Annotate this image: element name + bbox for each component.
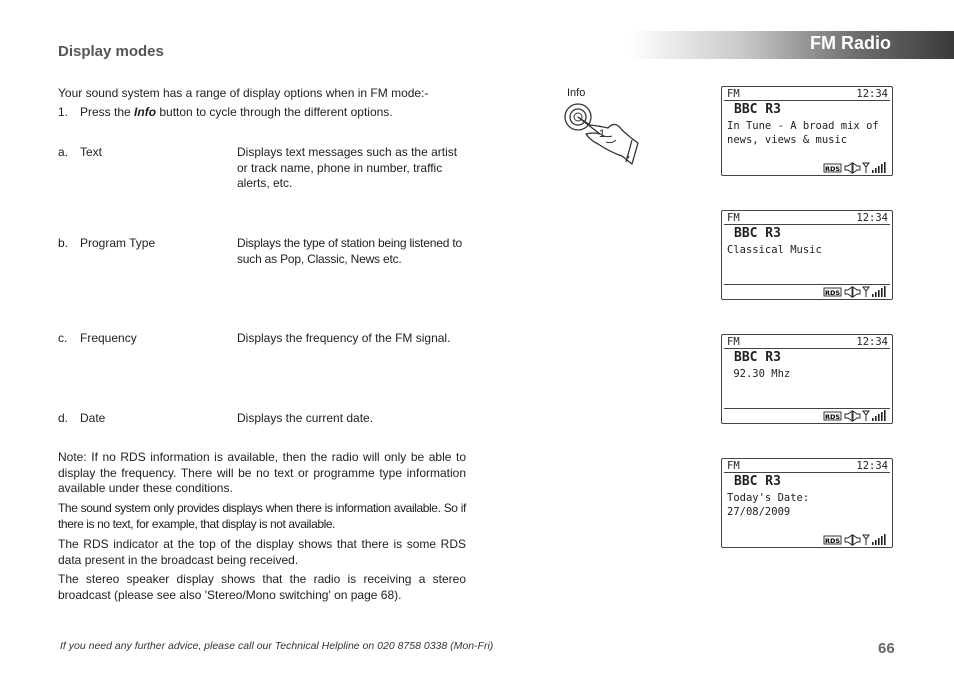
note-paragraph: The stereo speaker display shows that the radio is receiving a stereo broadcast (please see also 'Stereo/Mono switching' on page 68). <box>58 572 466 602</box>
rds-label: RDS <box>824 165 841 173</box>
lcd-line-2: news, views & music <box>727 134 848 146</box>
lcd-mode: FM <box>727 336 740 348</box>
step-text-post: button to cycle through the different options. <box>156 105 393 119</box>
lcd-display-program-type <box>721 210 893 300</box>
status-icons <box>823 285 889 298</box>
note-paragraph: Note: If no RDS information is available, then the radio will only be able to display the frequency. There will be no text or programme type information available under these conditions. <box>58 450 466 495</box>
mode-description: Displays text messages such as the artist or track name, phone in number, traffic alerts, etc. <box>237 145 458 190</box>
stereo-speaker-icon <box>845 411 860 421</box>
info-label: Info <box>567 87 586 99</box>
info-key-name: Info <box>134 105 157 119</box>
mode-name: Frequency <box>80 331 137 345</box>
mode-letter: a. <box>58 145 69 159</box>
section-title: Display modes <box>58 43 164 60</box>
lcd-display-text <box>721 86 893 176</box>
lcd-time: 12:34 <box>856 460 888 472</box>
page-header-title: FM Radio <box>810 33 891 53</box>
lcd-mode: FM <box>727 460 740 472</box>
mode-letter: b. <box>58 236 69 250</box>
lcd-time: 12:34 <box>856 336 888 348</box>
step-number: 1. <box>58 105 69 119</box>
rds-label: RDS <box>824 413 841 421</box>
mode-name: Program Type <box>80 236 156 250</box>
status-icons <box>823 409 889 422</box>
page-number: 66 <box>878 640 895 657</box>
rds-icon <box>824 288 841 297</box>
rds-label: RDS <box>824 289 841 297</box>
step-text-pre: Press the <box>80 105 135 119</box>
stereo-speaker-icon <box>845 163 860 173</box>
lcd-line-1: Classical Music <box>727 244 822 256</box>
note-paragraph: The sound system only provides displays when there is information available. So if there is no text, for example, that display is not available. <box>58 501 466 531</box>
step-text <box>80 105 393 121</box>
status-icons <box>823 533 889 546</box>
status-icons <box>823 161 889 174</box>
lcd-line-1: 92.30 Mhz <box>727 368 791 380</box>
lcd-station: BBC R3 <box>734 226 781 241</box>
rds-label: RDS <box>824 537 841 545</box>
rds-icon <box>824 536 841 545</box>
signal-strength-icon <box>863 534 886 545</box>
rds-icon <box>824 412 841 421</box>
mode-description: Displays the type of station being listened to such as Pop, Classic, News etc. <box>237 236 462 266</box>
footer-helpline: If you need any further advice, please call our Technical Helpline on 020 8758 0338 (Mon-Fri) <box>60 640 494 652</box>
stereo-speaker-icon <box>845 287 860 297</box>
lcd-time: 12:34 <box>856 212 888 224</box>
lcd-line-2: 27/08/2009 <box>727 506 791 518</box>
header-bar <box>630 31 954 59</box>
signal-strength-icon <box>863 410 886 421</box>
lcd-time: 12:34 <box>856 88 888 100</box>
rds-icon <box>824 164 841 173</box>
lcd-line-1: In Tune - A broad mix of <box>727 120 879 132</box>
mode-description: Displays the frequency of the FM signal. <box>237 331 451 345</box>
lcd-station: BBC R3 <box>734 350 781 365</box>
button-number: 1 <box>599 128 606 140</box>
mode-letter: c. <box>58 331 68 345</box>
stereo-speaker-icon <box>845 535 860 545</box>
lcd-divider <box>724 348 890 349</box>
lcd-line-1: Today's Date: <box>727 492 810 504</box>
intro-text: Your sound system has a range of display options when in FM mode:- <box>58 86 429 100</box>
mode-name: Date <box>80 411 106 425</box>
lcd-divider <box>724 472 890 473</box>
lcd-divider <box>724 224 890 225</box>
lcd-mode: FM <box>727 88 740 100</box>
lcd-divider <box>724 100 890 101</box>
mode-letter: d. <box>58 411 69 425</box>
mode-name: Text <box>80 145 103 159</box>
lcd-display-frequency <box>721 334 893 424</box>
lcd-station: BBC R3 <box>734 474 781 489</box>
note-paragraph: The RDS indicator at the top of the display shows that there is some RDS data present in the broadcast being received. <box>58 537 466 567</box>
mode-description: Displays the current date. <box>237 411 374 425</box>
lcd-display-date <box>721 458 893 548</box>
lcd-station: BBC R3 <box>734 102 781 117</box>
signal-strength-icon <box>863 286 886 297</box>
signal-strength-icon <box>863 162 886 173</box>
lcd-mode: FM <box>727 212 740 224</box>
